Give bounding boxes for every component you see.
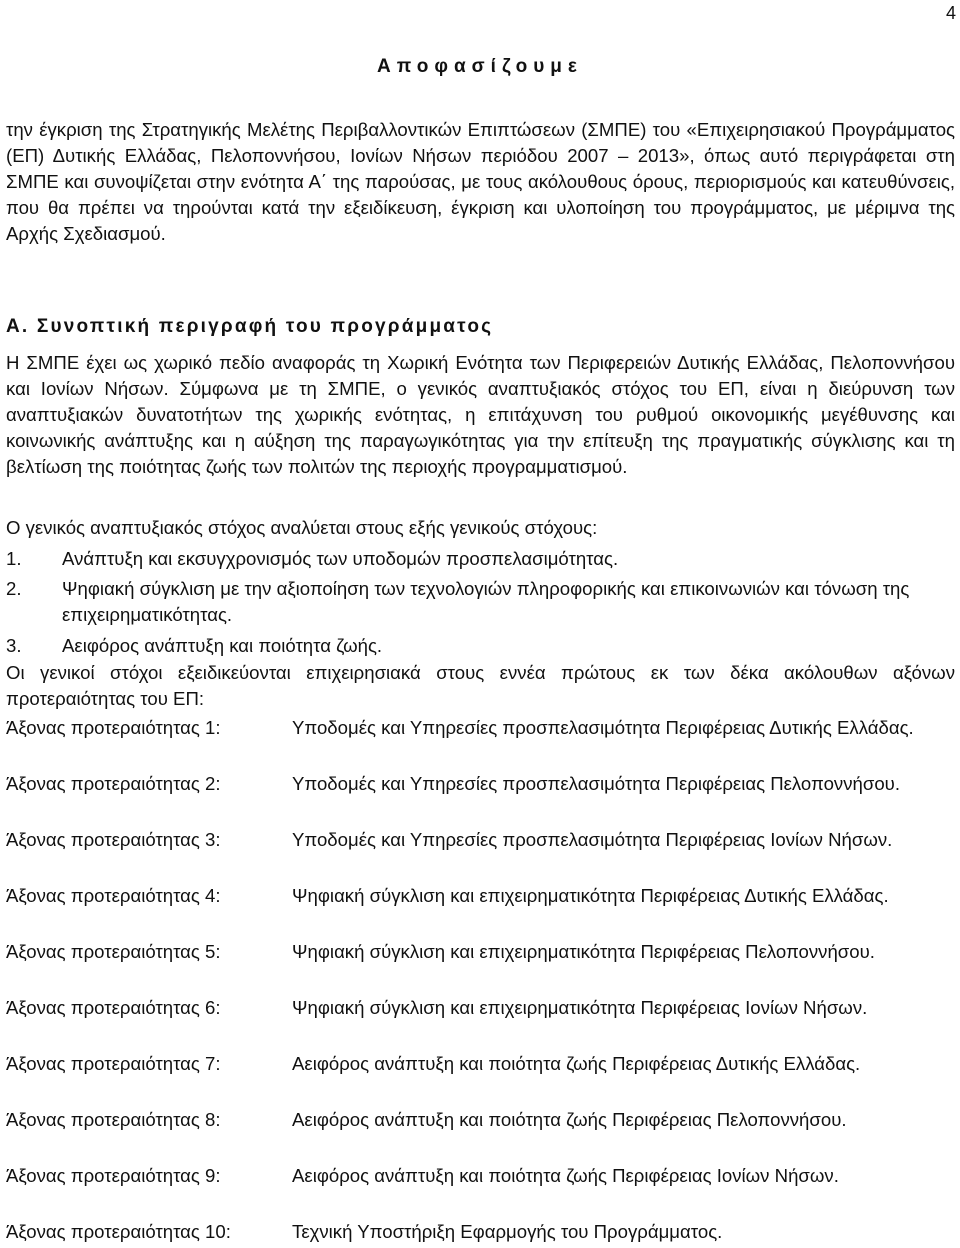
intro-paragraph: την έγκριση της Στρατηγικής Μελέτης Περιβαλλοντικών Επιπτώσεων (ΣΜΠΕ) του «Επιχειρησιακού Προγράμματος (ΕΠ) Δυτικής Ελλάδας, Πελοποννήσου, Ιονίων Νήσων περιόδου 2007 – 2013», όπως αυτό περιγράφεται στη ΣΜΠΕ και συνοψίζεται στην ενότητα Α΄ της παρούσας, με τους ακόλουθους όρους, περιορισμούς και κατευθύνσεις, που θα πρέπει να τηρούνται κατά την εξειδίκευση, έγκριση και υλοποίηση του προγράμματος, με μέριμνα της Αρχής Σχεδιασμού. (6, 119, 955, 244)
section-title: Α. Συνοπτική περιγραφή του προγράμματος (6, 316, 494, 337)
priority-axis-row (6, 1218, 955, 1248)
axis-label: Άξονας προτεραιότητας 9: (6, 1165, 221, 1186)
priority-axis-row (6, 714, 955, 770)
priority-axis-row (6, 770, 955, 826)
axis-label: Άξονας προτεραιότητας 5: (6, 941, 221, 962)
axis-description: Ψηφιακή σύγκλιση και επιχειρηματικότητα Περιφέρειας Δυτικής Ελλάδας. (292, 885, 889, 906)
axis-label: Άξονας προτεραιότητας 7: (6, 1053, 221, 1074)
axis-description: Αειφόρος ανάπτυξη και ποιότητα ζωής Περιφέρειας Πελοποννήσου. (292, 1109, 847, 1130)
axis-description: Ψηφιακή σύγκλιση και επιχειρηματικότητα Περιφέρειας Πελοποννήσου. (292, 941, 875, 962)
goal-number: 3. (6, 635, 22, 656)
axis-description: Ψηφιακή σύγκλιση και επιχειρηματικότητα Περιφέρειας Ιονίων Νήσων. (292, 997, 868, 1018)
axis-description: Αειφόρος ανάπτυξη και ποιότητα ζωής Περιφέρειας Ιονίων Νήσων. (292, 1165, 839, 1186)
goal-number: 1. (6, 548, 22, 569)
axis-label: Άξονας προτεραιότητας 2: (6, 773, 221, 794)
axis-label: Άξονας προτεραιότητας 1: (6, 717, 221, 738)
section-paragraph: Η ΣΜΠΕ έχει ως χωρικό πεδίο αναφοράς τη Χωρική Ενότητα των Περιφερειών Δυτικής Ελλάδας, Πελοποννήσου και Ιονίων Νήσων. Σύμφωνα με τη ΣΜΠΕ, ο γενικός αναπτυξιακός στόχος του ΕΠ, είναι η διεύρυνση των αναπτυξιακών δυνατοτήτων της χωρικής ενότητας, η επιτάχυνση του ρυθμού οικονομικής μεγέθυνσης και κοινωνικής ανάπτυξης και η αύξηση της παραγωγικότητας για την επίτευξη της πραγματικής σύγκλισης και τη βελτίωση της ποιότητας ζωής των πολιτών της περιοχής προγραμματισμού. (6, 352, 955, 477)
priority-axis-row (6, 1106, 955, 1162)
axis-label: Άξονας προτεραιότητας 6: (6, 997, 221, 1018)
axis-description: Αειφόρος ανάπτυξη και ποιότητα ζωής Περιφέρειας Δυτικής Ελλάδας. (292, 1053, 861, 1074)
goal-text: Ψηφιακή σύγκλιση με την αξιοποίηση των τεχνολογιών πληροφορικής και επικοινωνιών και τόνωση της επιχειρηματικότητας. (62, 578, 910, 625)
goal-text: Αειφόρος ανάπτυξη και ποιότητα ζωής. (62, 635, 383, 656)
axis-label: Άξονας προτεραιότητας 10: (6, 1221, 231, 1242)
priority-axes-list (6, 714, 955, 1248)
axis-label: Άξονας προτεραιότητας 8: (6, 1109, 221, 1130)
priority-axis-row (6, 826, 955, 882)
axis-label: Άξονας προτεραιότητας 3: (6, 829, 221, 850)
priority-axis-row (6, 882, 955, 938)
goals-intro: Ο γενικός αναπτυξιακός στόχος αναλύεται στους εξής γενικούς στόχους: (6, 517, 598, 538)
priority-axis-row (6, 994, 955, 1050)
decision-heading: Αποφασίζουμε (377, 56, 583, 77)
axis-description: Τεχνική Υποστήριξη Εφαρμογής του Προγράμματος. (292, 1221, 723, 1242)
axis-label: Άξονας προτεραιότητας 4: (6, 885, 221, 906)
priority-axis-row (6, 1162, 955, 1218)
goal-number: 2. (6, 578, 22, 599)
axes-intro: Οι γενικοί στόχοι εξειδικεύονται επιχειρησιακά στους εννέα πρώτους εκ των δέκα ακόλουθων αξόνων προτεραιότητας του ΕΠ: (6, 662, 955, 709)
axis-description: Υποδομές και Υπηρεσίες προσπελασιμότητα Περιφέρειας Δυτικής Ελλάδας. (292, 717, 914, 738)
priority-axis-row (6, 938, 955, 994)
priority-axis-row (6, 1050, 955, 1106)
goal-text: Ανάπτυξη και εκσυγχρονισμός των υποδομών προσπελασιμότητας. (62, 548, 619, 569)
page-number: 4 (945, 3, 956, 23)
axis-description: Υποδομές και Υπηρεσίες προσπελασιμότητα Περιφέρειας Πελοποννήσου. (292, 773, 901, 794)
axis-description: Υποδομές και Υπηρεσίες προσπελασιμότητα Περιφέρειας Ιονίων Νήσων. (292, 829, 893, 850)
